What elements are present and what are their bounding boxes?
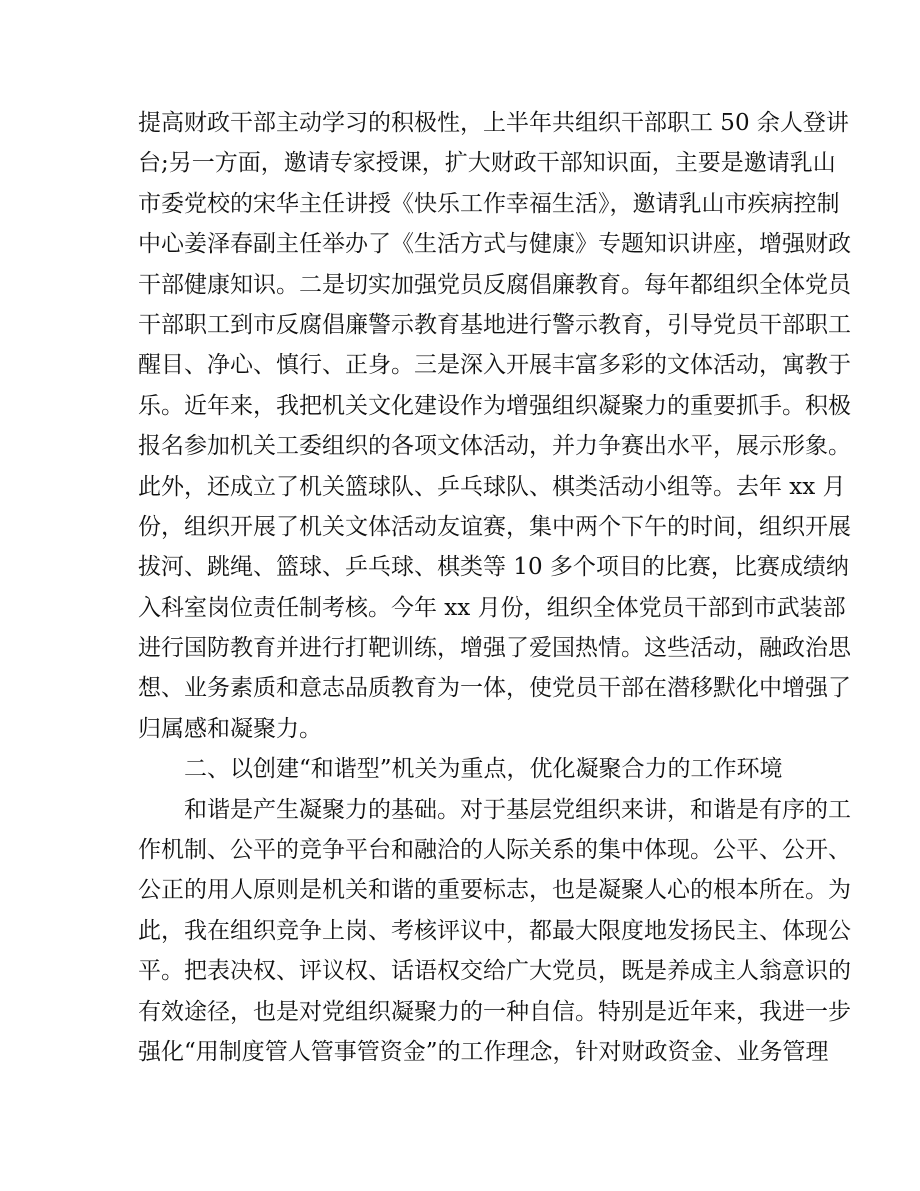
body-text-line: 进行国防教育并进行打靶训练，增强了爱国热情。这些活动，融政治思 <box>138 635 851 662</box>
body-text-line: 想、业务素质和意志品质教育为一体，使党员干部在潜移默化中增强了 <box>138 675 851 702</box>
body-text-line: 市委党校的宋华主任讲授《快乐工作幸福生活》，邀请乳山市疾病控制 <box>138 190 840 217</box>
body-text-line: 和谐是产生凝聚力的基础。对于基层党组织来讲，和谐是有序的工 <box>184 796 851 823</box>
body-text-line: 台;另一方面，邀请专家授课，扩大财政干部知识面，主要是邀请乳山 <box>138 150 836 177</box>
body-text-line: 干部健康知识。二是切实加强党员反腐倡廉教育。每年都组织全体党员 <box>138 271 851 298</box>
body-text-line: 归属感和凝聚力。 <box>138 715 322 742</box>
body-text-line: 入科室岗位责任制考核。今年 xx 月份，组织全体党员干部到市武装部 <box>138 594 846 621</box>
body-text-line: 公正的用人原则是机关和谐的重要标志，也是凝聚人心的根本所在。为 <box>138 877 851 904</box>
body-text-line: 提高财政干部主动学习的积极性，上半年共组织干部职工 50 余人登讲 <box>138 110 849 136</box>
body-text-line: 作机制、公平的竞争平台和融洽的人际关系的集中体现。公平、公开、 <box>138 837 851 864</box>
body-text-line: 拔河、跳绳、篮球、乒乓球、棋类等 10 多个项目的比赛，比赛成绩纳 <box>138 554 849 581</box>
body-text-line: 报名参加机关工委组织的各项文体活动，并力争赛出水平，展示形象。 <box>138 433 851 460</box>
body-text-line: 醒目、净心、慎行、正身。三是深入开展丰富多彩的文体活动，寓教于 <box>138 352 851 379</box>
body-text-line: 强化“用制度管人管事管资金”的工作理念，针对财政资金、业务管理 <box>138 1038 829 1065</box>
document-body <box>138 103 851 1072</box>
section-heading: 二、以创建“和谐型”机关为重点，优化凝聚合力的工作环境 <box>184 756 783 783</box>
body-text-line: 乐。近年来，我把机关文化建设作为增强组织凝聚力的重要抓手。积极 <box>138 392 851 419</box>
body-text-line: 干部职工到市反腐倡廉警示教育基地进行警示教育，引导党员干部职工 <box>138 311 851 338</box>
body-text-line: 中心姜泽春副主任举办了《生活方式与健康》专题知识讲座，增强财政 <box>138 231 851 258</box>
body-text-line: 平。把表决权、评议权、话语权交给广大党员，既是养成主人翁意识的 <box>138 958 851 985</box>
body-text-line: 此，我在组织竞争上岗、考核评议中，都最大限度地发扬民主、体现公 <box>138 917 851 944</box>
body-text-line: 此外，还成立了机关篮球队、乒乓球队、棋类活动小组等。去年 xx 月 <box>138 473 846 500</box>
body-text-line: 份，组织开展了机关文体活动友谊赛，集中两个下午的时间，组织开展 <box>138 513 851 540</box>
body-text-line: 有效途径，也是对党组织凝聚力的一种自信。特别是近年来，我进一步 <box>138 998 851 1025</box>
